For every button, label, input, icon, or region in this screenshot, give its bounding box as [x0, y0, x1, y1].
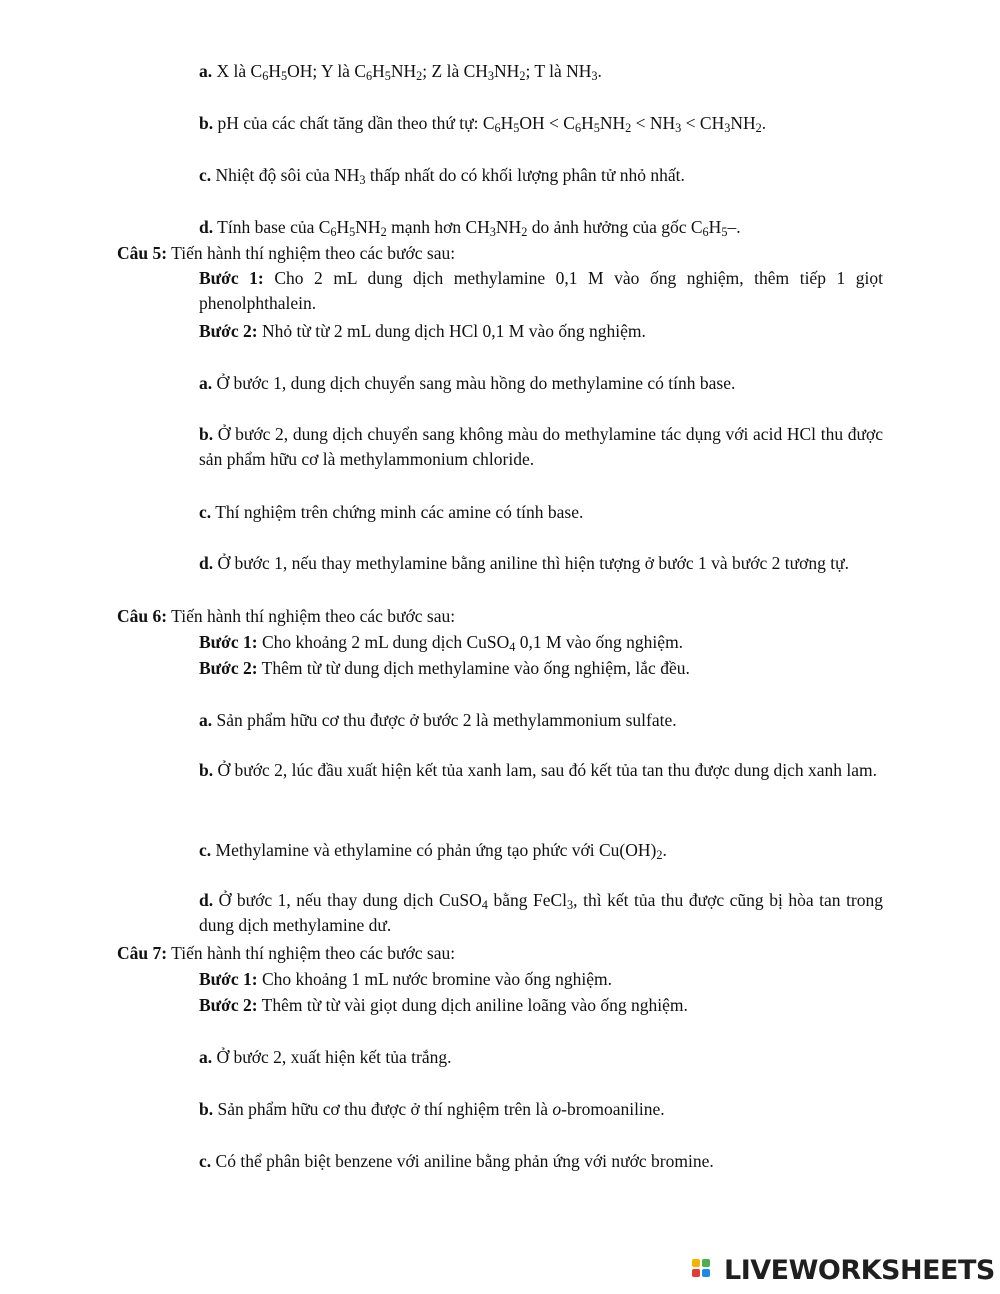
logo-text: LIVEWORKSHEETS	[724, 1254, 995, 1286]
q6-heading: Câu 6: Tiến hành thí nghiệm theo các bước sau:	[117, 606, 456, 626]
q5-option-d: d. Ở bước 1, nếu thay methylamine bằng aniline thì hiện tượng ở bước 1 và bước 2 tương tự.	[199, 553, 849, 573]
q7-option-c: c. Có thể phân biệt benzene với aniline bằng phản ứng với nước bromine.	[199, 1151, 714, 1171]
logo-square-3	[692, 1269, 700, 1277]
q4-option-b: b. pH của các chất tăng dần theo thứ tự: $C_6H_5OH < C_6H_5NH_2 < NH_3 < CH_3NH_2$.	[199, 113, 767, 136]
q7-step-1: Bước 1: Cho khoảng 1 mL nước bromine vào ống nghiệm.	[199, 969, 613, 989]
logo-square-4	[702, 1269, 710, 1277]
q5-option-b: b. Ở bước 2, dung dịch chuyển sang không màu do methylamine tác dụng với acid HCl thu được sản phẩm hữu cơ là methylammonium chloride.	[199, 424, 884, 469]
logo-square-2	[702, 1259, 710, 1267]
q5-option-a: a. Ở bước 1, dung dịch chuyển sang màu hồng do methylamine có tính base.	[199, 373, 736, 393]
q5-option-c: c. Thí nghiệm trên chứng minh các amine có tính base.	[199, 502, 584, 522]
q6-option-a: a. Sản phẩm hữu cơ thu được ở bước 2 là methylammonium sulfate.	[199, 710, 677, 730]
q5-step-1: Bước 1: Cho 2 mL dung dịch methylamine 0,1 M vào ống nghiệm, thêm tiếp 1 giọt phenolphthalein.	[199, 268, 884, 313]
q4-option-a: a. X là $C_6H_5OH$; Y là $C_6H_5NH_2$; Z là $CH_3NH_2$; T là $NH_3$.	[199, 61, 602, 84]
q6-step-1: Bước 1: Cho khoảng 2 mL dung dịch CuSO$_4$ 0,1 M vào ống nghiệm.	[199, 632, 684, 655]
logo-square-1	[692, 1259, 700, 1267]
q5-step-2: Bước 2: Nhỏ từ từ 2 mL dung dịch HCl 0,1 M vào ống nghiệm.	[199, 321, 646, 341]
q7-option-b: b. Sản phẩm hữu cơ thu được ở thí nghiệm trên là o-bromoaniline.	[199, 1099, 665, 1119]
q6-step-2: Bước 2: Thêm từ từ dung dịch methylamine vào ống nghiệm, lắc đều.	[199, 658, 690, 678]
liveworksheets-logo-icon	[690, 1257, 720, 1283]
q6-option-c: c. Methylamine và ethylamine có phản ứng tạo phức với $Cu(OH)_2$.	[199, 840, 667, 863]
q4-option-d: d. Tính base của $C_6H_5NH_2$ mạnh hơn $CH_3NH_2$ do ảnh hưởng của gốc $C_6H_5-$.	[199, 217, 741, 240]
q5-heading: Câu 5: Tiến hành thí nghiệm theo các bước sau:	[117, 243, 456, 263]
q6-option-d: d. Ở bước 1, nếu thay dung dịch CuSO$_4$ bằng FeCl$_3$, thì kết tủa thu được cũng bị hòa tan trong dung dịch methylamine dư.	[199, 890, 884, 935]
q4-option-c: c. Nhiệt độ sôi của $NH_3$ thấp nhất do có khối lượng phân tử nhỏ nhất.	[199, 165, 685, 188]
q7-option-a: a. Ở bước 2, xuất hiện kết tủa trắng.	[199, 1047, 452, 1067]
q7-step-2: Bước 2: Thêm từ từ vài giọt dung dịch aniline loãng vào ống nghiệm.	[199, 995, 688, 1015]
q7-heading: Câu 7: Tiến hành thí nghiệm theo các bước sau:	[117, 943, 456, 963]
liveworksheets-logo[interactable]	[690, 1255, 995, 1285]
q6-option-b: b. Ở bước 2, lúc đầu xuất hiện kết tủa xanh lam, sau đó kết tủa tan thu được dung dịch xanh lam.	[199, 760, 878, 780]
